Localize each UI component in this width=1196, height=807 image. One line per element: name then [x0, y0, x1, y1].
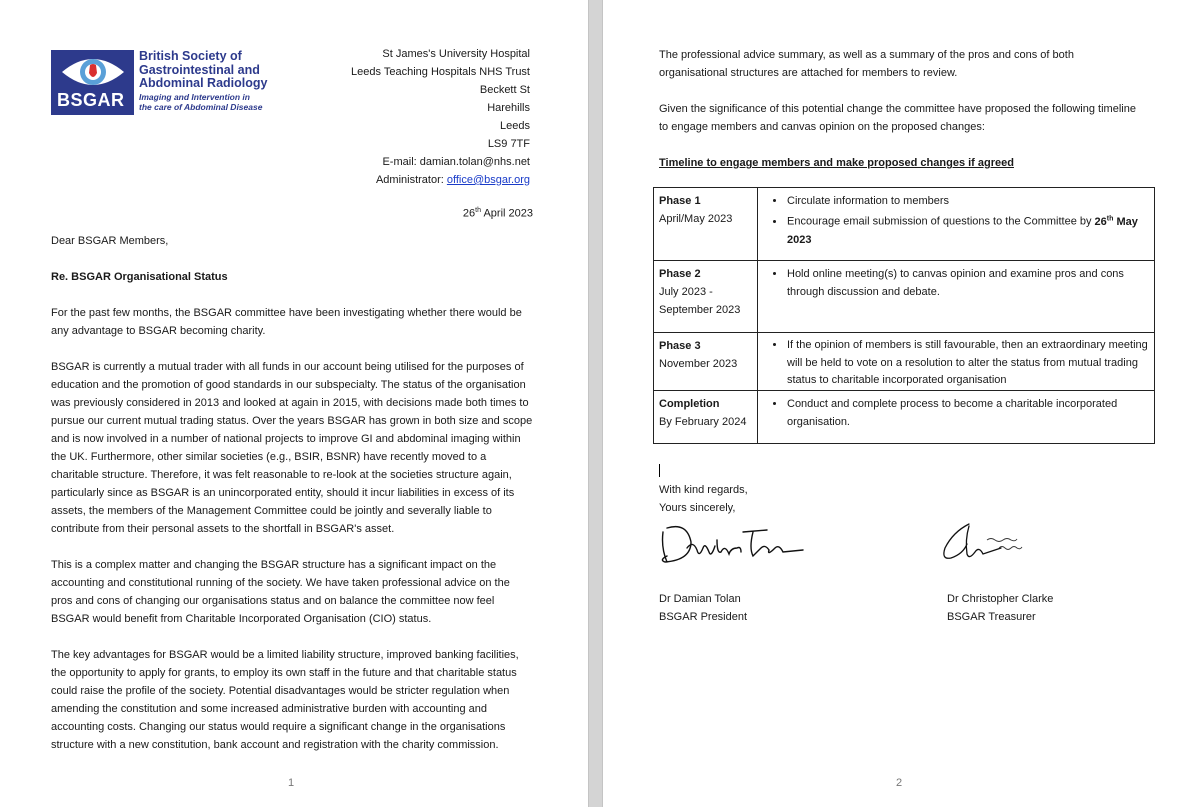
- signatory-clarke: [947, 590, 1053, 626]
- address-line: Beckett St: [479, 84, 530, 96]
- list-item: [786, 210, 1149, 249]
- sign-off: Yours sincerely,: [659, 502, 736, 514]
- administrator-line: Administrator: office@bsgar.org: [375, 174, 530, 186]
- phase-cell: Completion By February 2024: [654, 390, 758, 443]
- administrator-email-link[interactable]: office@bsgar.org: [446, 174, 530, 186]
- logo-emblem: [51, 50, 134, 115]
- letter-date: 26th April 2023: [462, 207, 533, 220]
- timeline-table: [653, 187, 1155, 444]
- signatory-name: Dr Damian Tolan: [659, 593, 741, 605]
- paragraph-4: The key advantages for BSGAR would be a limited liability structure, improved banking facilities, the opportunity to apply for grants, to employ its own staff in the future and that charitable status could raise the profile of the society. Potential disadvantages would be stricter regulation when amending the constitution and some increased administrative burden with accounting and accounting costs. Changing our status would require a significant change in the organisations structure with a new constitution, bank account and registration with the charity commission.: [51, 649, 519, 751]
- table-row: [654, 188, 1155, 261]
- paragraph-1: For the past few months, the BSGAR committee have been investigating whether there would be any advantage to BSGAR becoming charity.: [51, 307, 522, 337]
- email-address: damian.tolan@nhs.net: [419, 156, 530, 168]
- paragraph-2: BSGAR is currently a mutual trader with all funds in our account being utilised for the purposes of education and the promotion of good standards in our subspecialty. The status of the organisation was previously considered in 2013 and looked at again in 2015, with decisions made both times to pursue our current mutual trading status. Over the years BSGAR has grown in both size and scope and is now involved in a number of national projects to improve GI and abdominal imaging within the UK. Furthermore, other similar societies (e.g., BSIR, BSNR) have recently moved to a charitable structure. Therefore, it was felt reasonable to re-look at the societies structure again, particularly since as BSGAR is an unincorporated entity, should it incur liabilities in excess of its assets, the members of the Management Committee could be jointly and severally liable to contribute from their personal assets to the shortfall in BSGAR's asset.: [51, 361, 533, 535]
- logo-acronym: BSGAR: [57, 90, 125, 110]
- page-gutter: [588, 0, 603, 807]
- table-row: [654, 261, 1155, 333]
- phase-cell: Phase 2 July 2023 - September 2023: [654, 261, 758, 333]
- logo-society-name: British Society of Gastrointestinal and Abdominal Radiology: [139, 49, 268, 90]
- list-item: • Hold online meeting(s) to canvas opinion and examine pros and cons through discussion and debate.: [786, 265, 1149, 301]
- address-line: Leeds Teaching Hospitals NHS Trust: [351, 66, 530, 78]
- signature-damian-tolan: [657, 518, 807, 570]
- actions-cell: [758, 188, 1155, 261]
- document-page-2: [603, 0, 1196, 807]
- page-number: 2: [896, 777, 903, 789]
- signature-christopher-clarke: [939, 518, 1049, 566]
- intro-paragraph-1: The professional advice summary, as well as a summary of the pros and cons of both organisational structures are attached for members to review.: [659, 49, 1074, 79]
- bsgar-logo: [51, 50, 275, 116]
- closing: With kind regards,: [659, 484, 748, 496]
- address-line: Harehills: [487, 102, 530, 114]
- signatory-name: Dr Christopher Clarke: [947, 593, 1054, 605]
- page-number: 1: [288, 777, 295, 789]
- document-page-1: [0, 0, 588, 807]
- intro-paragraph-2: Given the significance of this potential change the committee have proposed the following timeline to engage members and canvas opinion on the proposed changes:: [659, 103, 1136, 133]
- salutation: Dear BSGAR Members,: [51, 235, 169, 247]
- signatory-role: BSGAR Treasurer: [947, 611, 1036, 623]
- timeline-heading: Timeline to engage members and make proposed changes if agreed: [659, 157, 1014, 169]
- list-item: • If the opinion of members is still favourable, then an extraordinary meeting will be held to vote on a resolution to alter the status from mutual trading status to charitable incorporated organisation: [786, 337, 1149, 390]
- list-item-text: Encourage email submission of questions to the Committee by 26th May 2023: [787, 215, 1138, 246]
- logo-tagline: Imaging and Intervention in the care of Abdominal Disease: [139, 92, 263, 112]
- text-cursor: [659, 464, 660, 477]
- actions-cell: [758, 333, 1155, 391]
- paragraph-3: This is a complex matter and changing the BSGAR structure has a significant impact on the accounting and constitutional running of the society. We have taken professional advice on the pros and cons of changing our organisations status and on balance the committee now feel BSGAR would benefit from Charitable Incorporated Organisation (CIO) status.: [51, 559, 510, 625]
- address-line: St James's University Hospital: [382, 48, 530, 60]
- sender-address: [351, 45, 530, 189]
- address-line: LS9 7TF: [487, 138, 530, 150]
- table-row: [654, 333, 1155, 391]
- email-line: E-mail: damian.tolan@nhs.net: [382, 156, 530, 168]
- actions-cell: [758, 390, 1155, 443]
- address-line: Leeds: [500, 120, 530, 132]
- signatory-tolan: [659, 590, 747, 626]
- subject-line: Re. BSGAR Organisational Status: [51, 271, 228, 283]
- actions-cell: [758, 261, 1155, 333]
- signatory-role: BSGAR President: [659, 611, 748, 623]
- list-item: • Conduct and complete process to become a charitable incorporated organisation.: [786, 395, 1149, 431]
- eye-icon: [60, 54, 126, 90]
- table-row: [654, 390, 1155, 443]
- phase-cell: Phase 3 November 2023: [654, 333, 758, 391]
- list-item: • Circulate information to members: [786, 192, 1149, 210]
- phase-cell: Phase 1 April/May 2023: [654, 188, 758, 261]
